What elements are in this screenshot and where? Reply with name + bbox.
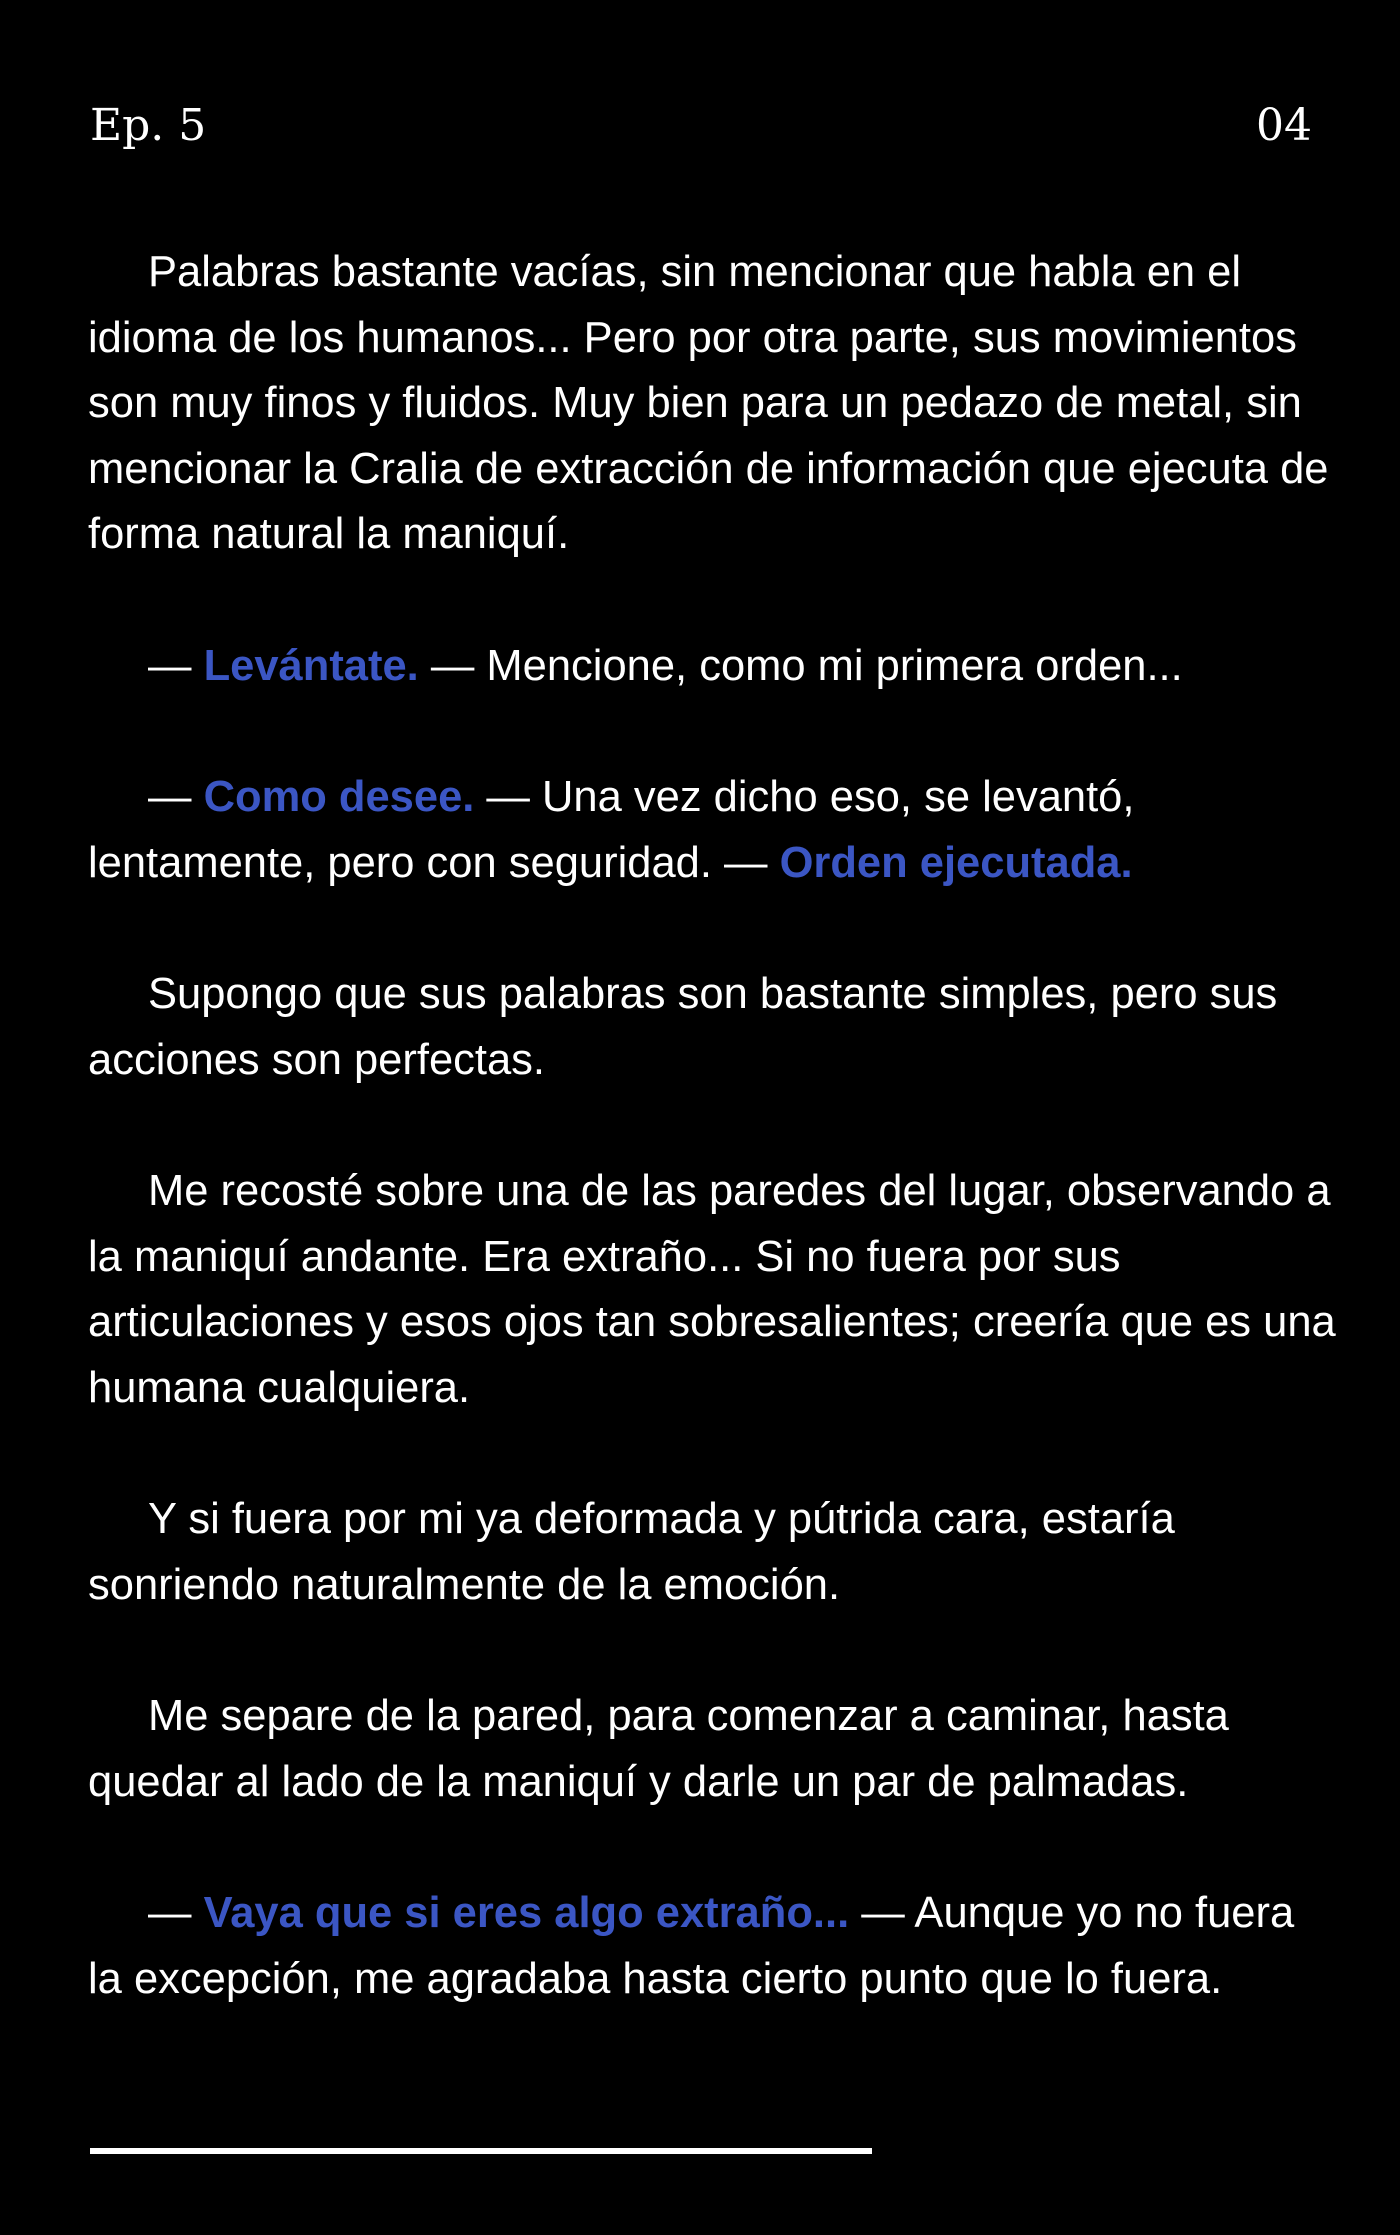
story-paragraph — [88, 1684, 1338, 1815]
narration-text: Y si fuera por mi ya deformada y pútrida cara, estaría sonriendo naturalmente de la emoción. — [88, 1495, 1175, 1609]
dialogue-emphasis: Vaya que si eres algo extraño... — [203, 1889, 850, 1937]
dialogue-emphasis: Orden ejecutada. — [779, 838, 1133, 887]
narration-text: — — [148, 641, 204, 690]
page-number: 04 — [1256, 100, 1312, 151]
dialogue-emphasis: Como desee. — [203, 773, 475, 821]
story-paragraph — [88, 962, 1338, 1093]
narration-text: — — [148, 773, 204, 821]
story-paragraph — [88, 1487, 1338, 1618]
narration-text: — — [148, 1889, 204, 1937]
story-paragraph — [88, 240, 1338, 568]
narration-text: — Una vez dicho eso, se levantó, lentamente, pero con seguridad. — — [88, 773, 1135, 887]
story-text — [88, 240, 1338, 2012]
page-header — [88, 100, 1312, 170]
narration-text: — Aunque yo no fuera la excepción, me agradaba hasta cierto punto que lo fuera. — [88, 1889, 1295, 2003]
story-paragraph — [88, 1881, 1338, 2012]
narration-text: Me separe de la pared, para comenzar a caminar, hasta quedar al lado de la maniquí y darle un par de palmadas. — [88, 1692, 1229, 1806]
section-divider — [90, 2148, 872, 2154]
story-paragraph — [88, 1159, 1338, 1421]
narration-text: Me recosté sobre una de las paredes del lugar, observando a la maniquí andante. Era extraño... Si no fuera por sus articulaciones y esos ojos tan sobresalientes; creería que es una humana cualquiera. — [88, 1167, 1336, 1412]
dialogue-emphasis: Levántate. — [203, 641, 419, 690]
narration-text: Palabras bastante vacías, sin mencionar que habla en el idioma de los humanos... Pero por otra parte, sus movimientos son muy finos y fluidos. Muy bien para un pedazo de metal, sin mencionar la Cralia de extracción de información que ejecuta de forma natural la maniquí. — [88, 248, 1329, 558]
episode-label: Ep. 5 — [90, 100, 207, 151]
narration-text: — Mencione, como mi primera orden... — [418, 641, 1183, 690]
narration-text: Supongo que sus palabras son bastante simples, pero sus acciones son perfectas. — [88, 970, 1278, 1084]
story-paragraph — [88, 765, 1338, 896]
story-paragraph — [88, 634, 1338, 700]
